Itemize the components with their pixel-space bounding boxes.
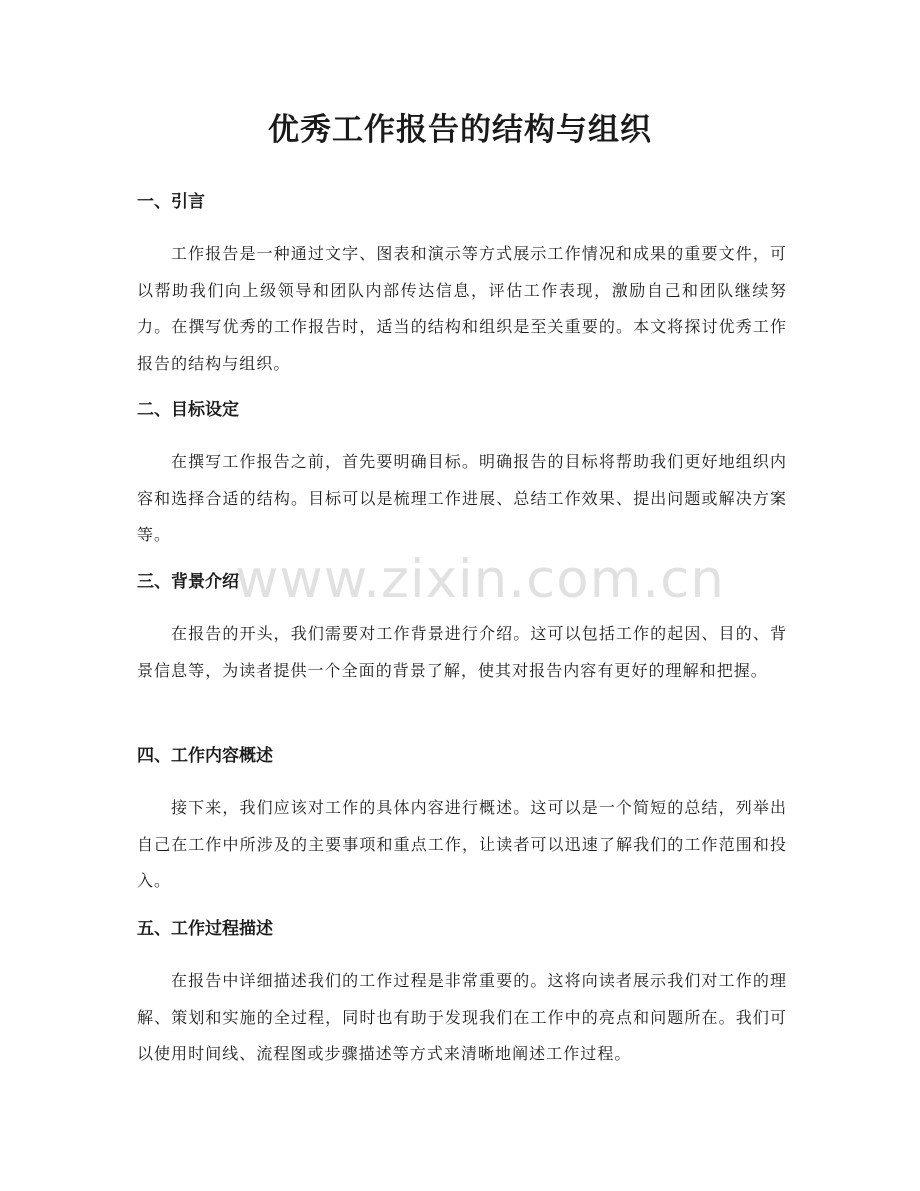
section-paragraph: 在报告中详细描述我们的工作过程是非常重要的。这将向读者展示我们对工作的理解、策划和实施的全过程，同时也有助于发现我们在工作中的亮点和问题所在。我们可以使用时间线、流程图或步骤描述等方式来清晰地阐述工作过程。 [137, 971, 787, 1063]
section-paragraph: 工作报告是一种通过文字、图表和演示等方式展示工作情况和成果的重要文件，可以帮助我们向上级领导和团队内部传达信息，评估工作表现，激励自己和团队继续努力。在撰写优秀的工作报告时，适当的结构和组织是至关重要的。本文将探讨优秀工作报告的结构与组织。 [137, 244, 787, 373]
section-heading: 二、目标设定 [137, 400, 239, 420]
section-paragraph: 接下来，我们应该对工作的具体内容进行概述。这可以是一个简短的总结，列举出自己在工作中所涉及的主要事项和重点工作，让读者可以迅速了解我们的工作范围和投入。 [137, 798, 787, 890]
section-heading: 一、引言 [137, 192, 205, 212]
section-work-overview [137, 743, 787, 900]
section-heading: 五、工作过程描述 [137, 919, 273, 939]
section-goal-setting [137, 397, 787, 554]
section-introduction [137, 189, 787, 382]
section-heading: 四、工作内容概述 [137, 746, 273, 766]
section-work-process [137, 916, 787, 1073]
watermark: www.zixin.com.cn [235, 549, 725, 610]
document-title: 优秀工作报告的结构与组织 [268, 112, 652, 148]
section-heading: 三、背景介绍 [137, 572, 239, 592]
section-paragraph: 在报告的开头，我们需要对工作背景进行介绍。这可以包括工作的起因、目的、背景信息等，为读者提供一个全面的背景了解，使其对报告内容有更好的理解和把握。 [137, 624, 787, 680]
section-paragraph: 在撰写工作报告之前，首先要明确目标。明确报告的目标将帮助我们更好地组织内容和选择合适的结构。目标可以是梳理工作进展、总结工作效果、提出问题或解决方案等。 [137, 452, 787, 544]
